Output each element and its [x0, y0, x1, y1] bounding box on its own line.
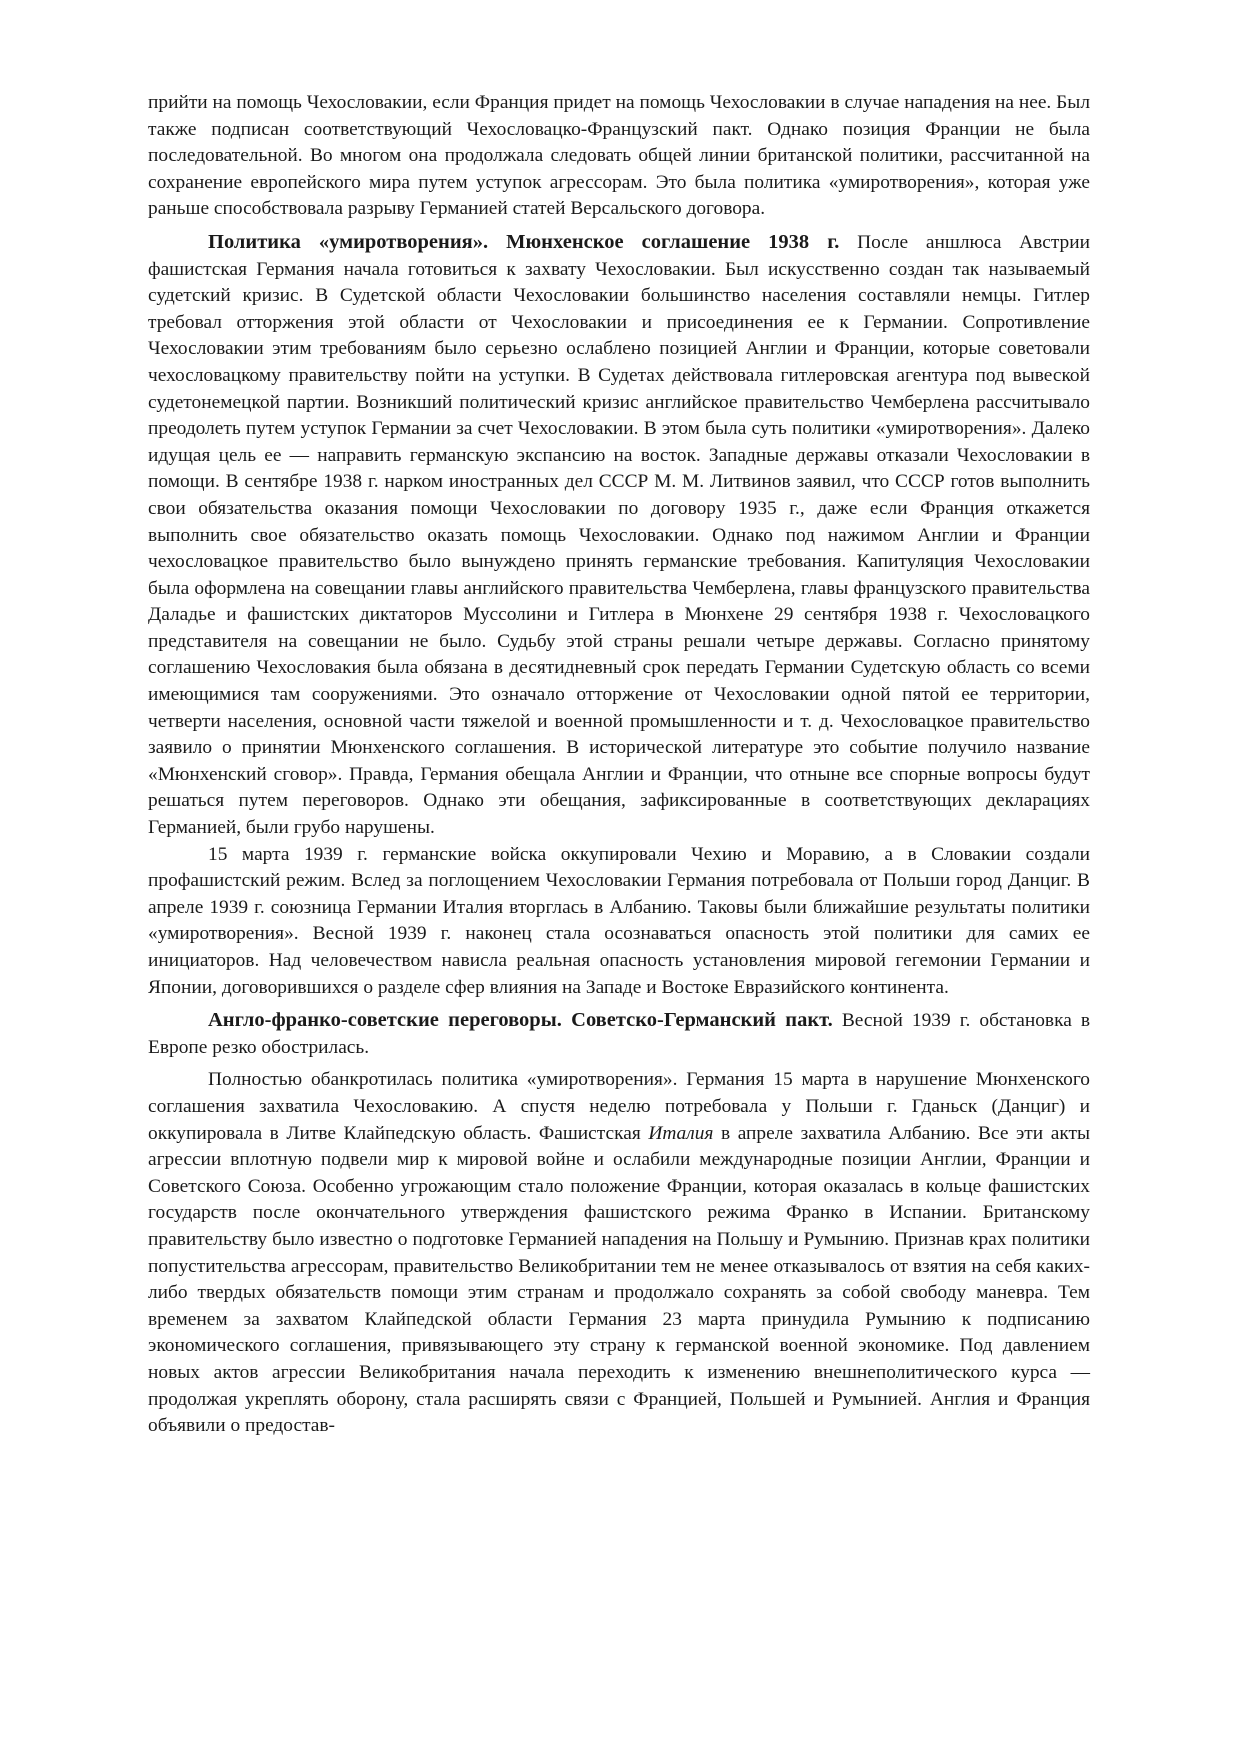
paragraph-appeasement-collapse — [148, 1067, 1090, 1439]
paragraph-text: в апреле захватила Албанию. Все эти акты агрессии вплотную подвели мир к мировой войне и ослабили международные позиции Англии, Франции и Советского Союза. Особенно угрожающим стало положение Франции, которая оказалась в кольце фашистских государств после окончательного утверждения фашистского режима Франко в Испании. Британскому правительству было известно о подготовке Германией нападения на Польшу и Румынию. Признав крах политики попустительства агрессорам, правительство Великобритании тем не менее отказывалось от взятия на себя каких-либо твердых обязательств помощи этим странам и продолжало сохранять за собой свободу маневра. Тем временем за захватом Клайпедской области Германия 23 марта принудила Румынию к подписанию экономического соглашения, привязывающего эту страну к германской военной экономике. Под давлением новых актов агрессии Великобритания начала переходить к изменению внешнеполитического курса — продолжая укреплять оборону, стала расширять связи с Францией, Польшей и Румынией. Англия и Франция объявили о предостав- — [148, 1122, 1090, 1437]
paragraph-march-1939 — [148, 842, 1090, 1002]
paragraph-text: Весной 1939 г. обстановка в Европе резко обострилась. — [148, 1010, 1090, 1058]
section-heading-munich: Политика «умиротворения». Мюнхенское соглашение 1938 г. — [208, 230, 840, 253]
section-heading-negotiations: Англо-франко-советские переговоры. Советско-Германский пакт. — [208, 1009, 833, 1032]
emphasis-italy: Италия — [648, 1122, 714, 1144]
paragraph-munich — [148, 229, 1090, 842]
paragraph-text: прийти на помощь Чехословакии, если Франция придет на помощь Чехословакии в случае нападения на нее. Был также подписан соответствующий Чехословацко-Французский пакт. Однако позиция Франции не была последовательной. Во многом она продолжала следовать общей линии британской политики, рассчитанной на сохранение европейского мира путем уступок агрессорам. Это была политика «умиротворения», которая уже раньше способствовала разрыву Германией статей Версальского договора. — [148, 92, 1090, 220]
paragraph-negotiations — [148, 1007, 1090, 1061]
paragraph-text: 15 марта 1939 г. германские войска оккупировали Чехию и Моравию, а в Словакии создали профашистский режим. Вслед за поглощением Чехословакии Германия потребовала от Польши город Данциг. В апреле 1939 г. союзница Германии Италия вторглась в Албанию. Таковы были ближайшие результаты политики «умиротворения». Весной 1939 г. наконец стала осознаваться опасность этой политики для самих ее инициаторов. Над человечеством нависла реальная опасность установления мировой гегемонии Германии и Японии, договорившихся о разделе сфер влияния на Западе и Востоке Евразийского континента. — [148, 843, 1090, 998]
paragraph-intro — [148, 90, 1090, 223]
paragraph-text: После аншлюса Австрии фашистская Германия начала готовиться к захвату Чехословакии. Был искусственно создан так называемый судетский кризис. В Судетской области Чехословакии большинство населения составляли немцы. Гитлер требовал отторжения этой области от Чехословакии и присоединения ее к Германии. Сопротивление Чехословакии этим требованиям было серьезно ослаблено позицией Англии и Франции, которые советовали чехословацкому правительству пойти на уступки. В Судетах действовала гитлеровская агентура под вывеской судетонемецкой партии. Возникший политический кризис английское правительство Чемберлена рассчитывало преодолеть путем уступок Германии за счет Чехословакии. В этом была суть политики «умиротворения». Далеко идущая цель ее — направить германскую экспансию на восток. Западные державы отказали Чехословакии в помощи. В сентябре 1938 г. нарком иностранных дел СССР М. М. Литвинов заявил, что СССР готов выполнить свои обязательства оказания помощи Чехословакии по договору 1935 г., даже если Франция откажется выполнить свое обязательство оказать помощь Чехословакии. Однако под нажимом Англии и Франции чехословацкое правительство было вынуждено принять германские требования. Капитуляция Чехословакии была оформлена на совещании главы английского правительства Чемберлена, главы французского правительства Даладье и фашистских диктаторов Муссолини и Гитлера в Мюнхене 29 сентября 1938 г. Чехословацкого представителя на совещании не было. Судьбу этой страны решали четыре державы. Согласно принятому соглашению Чехословакия была обязана в десятидневный срок передать Германии Судетскую область со всеми имеющимися там сооружениями. Это означало отторжение от Чехословакии одной пятой ее территории, четверти населения, основной части тяжелой и военной промышленности и т. д. Чехословацкое правительство заявило о принятии Мюнхенского соглашения. В исторической литературе это событие получило название «Мюнхенский сговор». Правда, Германия обещала Англии и Франции, что отныне все спорные вопросы будут решаться путем переговоров. Однако эти обещания, зафиксированные в соответствующих декларациях Германией, были грубо нарушены. — [148, 231, 1090, 839]
document-page — [148, 90, 1090, 1440]
paragraph-text-before: Полностью обанкротилась политика «умиротворения». Германия 15 марта в нарушение Мюнхенского соглашения захватила Чехословакию. А спустя неделю потребовала у Польши г. Гданьск (Данциг) и оккупировала в Литве Клайпедскую область. Фашистская — [148, 1069, 1090, 1144]
